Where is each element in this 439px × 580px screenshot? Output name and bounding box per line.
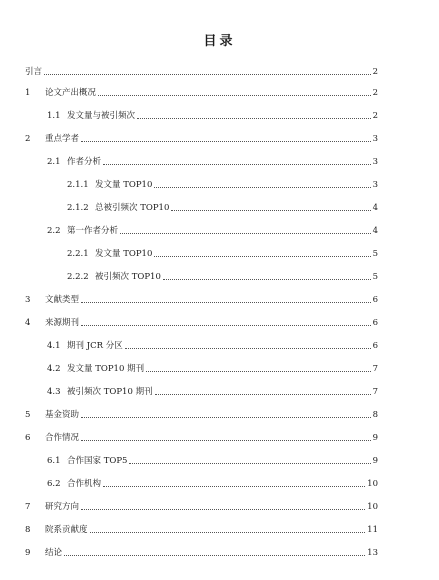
toc-entry-label: 发文量与被引频次 bbox=[67, 111, 136, 121]
toc-entry-label: 重点学者 bbox=[45, 134, 80, 144]
toc-entry-label: 总被引频次 TOP10 bbox=[95, 203, 170, 213]
toc-leader bbox=[137, 118, 371, 119]
toc-entry-page: 4 bbox=[372, 226, 378, 236]
toc-entry[interactable] bbox=[25, 129, 378, 145]
toc-entry-label: 文献类型 bbox=[45, 295, 80, 305]
toc-entry-label: 合作国家 TOP5 bbox=[67, 456, 128, 466]
toc-entry-label: 发文量 TOP10 bbox=[95, 249, 153, 259]
toc-entry[interactable] bbox=[25, 405, 378, 421]
toc-entry-number: 2.2.1 bbox=[67, 249, 89, 259]
toc-entry[interactable] bbox=[47, 152, 378, 168]
toc-entry-number: 4.3 bbox=[47, 387, 61, 397]
toc-leader bbox=[103, 486, 365, 487]
toc-leader bbox=[81, 509, 365, 510]
toc-entry[interactable] bbox=[25, 497, 378, 513]
toc-entry-page: 8 bbox=[372, 410, 378, 420]
toc-entry-label: 被引频次 TOP10 bbox=[95, 272, 161, 282]
toc-leader bbox=[90, 532, 366, 533]
toc-entry-label: 合作机构 bbox=[67, 479, 102, 489]
toc-entry-number: 9 bbox=[25, 548, 31, 558]
toc-entry[interactable] bbox=[67, 244, 378, 260]
toc-leader bbox=[155, 394, 371, 395]
toc-entry[interactable] bbox=[47, 474, 378, 490]
toc-entry-label: 结论 bbox=[45, 548, 63, 558]
toc-entry-page: 11 bbox=[367, 525, 378, 535]
toc-entry-label: 基金资助 bbox=[45, 410, 80, 420]
toc-entry-label: 发文量 TOP10 bbox=[95, 180, 153, 190]
toc-entry[interactable] bbox=[25, 83, 378, 99]
toc-entry[interactable] bbox=[47, 106, 378, 122]
toc-entry[interactable] bbox=[25, 313, 378, 329]
toc-entry[interactable] bbox=[67, 175, 378, 191]
toc-entry-number: 6 bbox=[25, 433, 31, 443]
toc-entry[interactable] bbox=[47, 359, 378, 375]
toc-entry-page: 5 bbox=[372, 272, 378, 282]
toc-entry-label: 合作情况 bbox=[45, 433, 80, 443]
toc-entry-page: 3 bbox=[372, 134, 378, 144]
toc-entry[interactable] bbox=[25, 543, 378, 559]
toc-entry-label: 期刊 JCR 分区 bbox=[67, 341, 123, 351]
toc-leader bbox=[81, 440, 371, 441]
toc-entry-page: 2 bbox=[372, 88, 378, 98]
toc-leader bbox=[44, 74, 371, 75]
toc-leader bbox=[81, 417, 371, 418]
toc-leader bbox=[154, 256, 370, 257]
toc-entry[interactable] bbox=[25, 62, 378, 78]
toc-entry-label: 论文产出概况 bbox=[45, 88, 97, 98]
toc-entry-number: 1 bbox=[25, 88, 31, 98]
toc-entry[interactable] bbox=[25, 290, 378, 306]
toc-leader bbox=[120, 233, 371, 234]
toc-entry-page: 10 bbox=[367, 502, 378, 512]
toc-entry-number: 2.1 bbox=[47, 157, 61, 167]
toc-entry-label: 被引频次 TOP10 期刊 bbox=[67, 387, 153, 397]
toc-entry-page: 2 bbox=[372, 111, 378, 121]
toc-entry[interactable] bbox=[47, 221, 378, 237]
toc-leader bbox=[81, 141, 371, 142]
toc-entry-page: 13 bbox=[367, 548, 378, 558]
toc-entry-number: 5 bbox=[25, 410, 31, 420]
toc-leader bbox=[81, 302, 371, 303]
toc-entry-label: 院系贡献度 bbox=[45, 525, 88, 535]
toc-entry-number: 2.1.2 bbox=[67, 203, 89, 213]
toc-entry-page: 6 bbox=[372, 295, 378, 305]
toc-entry-page: 6 bbox=[372, 341, 378, 351]
toc-entry-number: 4 bbox=[25, 318, 31, 328]
toc-entry-number: 2 bbox=[25, 134, 31, 144]
toc-leader bbox=[171, 210, 370, 211]
toc-leader bbox=[98, 95, 371, 96]
toc-entry-label: 第一作者分析 bbox=[67, 226, 119, 236]
toc-entry-number: 4.2 bbox=[47, 364, 61, 374]
toc-leader bbox=[64, 555, 365, 556]
toc-entry[interactable] bbox=[47, 382, 378, 398]
toc-entry-label: 作者分析 bbox=[67, 157, 102, 167]
toc-entry-page: 3 bbox=[372, 157, 378, 167]
toc-leader bbox=[129, 463, 370, 464]
toc-entry-number: 2.2.2 bbox=[67, 272, 89, 282]
toc-entry-page: 9 bbox=[372, 433, 378, 443]
toc-entry-page: 7 bbox=[372, 364, 378, 374]
toc-entry[interactable] bbox=[47, 451, 378, 467]
toc-entry-number: 6.2 bbox=[47, 479, 61, 489]
toc-entry-page: 6 bbox=[372, 318, 378, 328]
toc-entry-number: 6.1 bbox=[47, 456, 61, 466]
toc-entry-label: 研究方向 bbox=[45, 502, 80, 512]
toc-entry-number: 8 bbox=[25, 525, 31, 535]
toc-entry-page: 4 bbox=[372, 203, 378, 213]
toc-leader bbox=[125, 348, 371, 349]
toc-leader bbox=[146, 371, 371, 372]
toc-entry-page: 5 bbox=[372, 249, 378, 259]
toc-entry-page: 3 bbox=[372, 180, 378, 190]
toc-leader bbox=[154, 187, 370, 188]
toc-leader bbox=[81, 325, 371, 326]
toc-entry-page: 9 bbox=[372, 456, 378, 466]
toc-entry[interactable] bbox=[67, 267, 378, 283]
toc-leader bbox=[163, 279, 371, 280]
toc-entry-label: 来源期刊 bbox=[45, 318, 80, 328]
toc-entry-number: 3 bbox=[25, 295, 31, 305]
toc-entry-number: 4.1 bbox=[47, 341, 61, 351]
toc-entry-page: 7 bbox=[372, 387, 378, 397]
toc-entry-label: 引言 bbox=[25, 67, 43, 77]
toc-entry-number: 2.2 bbox=[47, 226, 61, 236]
toc-entry-page: 2 bbox=[372, 67, 378, 77]
toc-entry-page: 10 bbox=[367, 479, 378, 489]
toc-entry-number: 1.1 bbox=[47, 111, 61, 121]
toc-entry-number: 2.1.1 bbox=[67, 180, 89, 190]
toc-entry[interactable] bbox=[25, 520, 378, 536]
toc-entry-label: 发文量 TOP10 期刊 bbox=[67, 364, 145, 374]
toc-leader bbox=[103, 164, 371, 165]
toc-entry-number: 7 bbox=[25, 502, 31, 512]
toc-entry[interactable] bbox=[47, 336, 378, 352]
toc-entry[interactable] bbox=[25, 428, 378, 444]
toc-entry[interactable] bbox=[67, 198, 378, 214]
toc-title: 目录 bbox=[203, 34, 236, 49]
